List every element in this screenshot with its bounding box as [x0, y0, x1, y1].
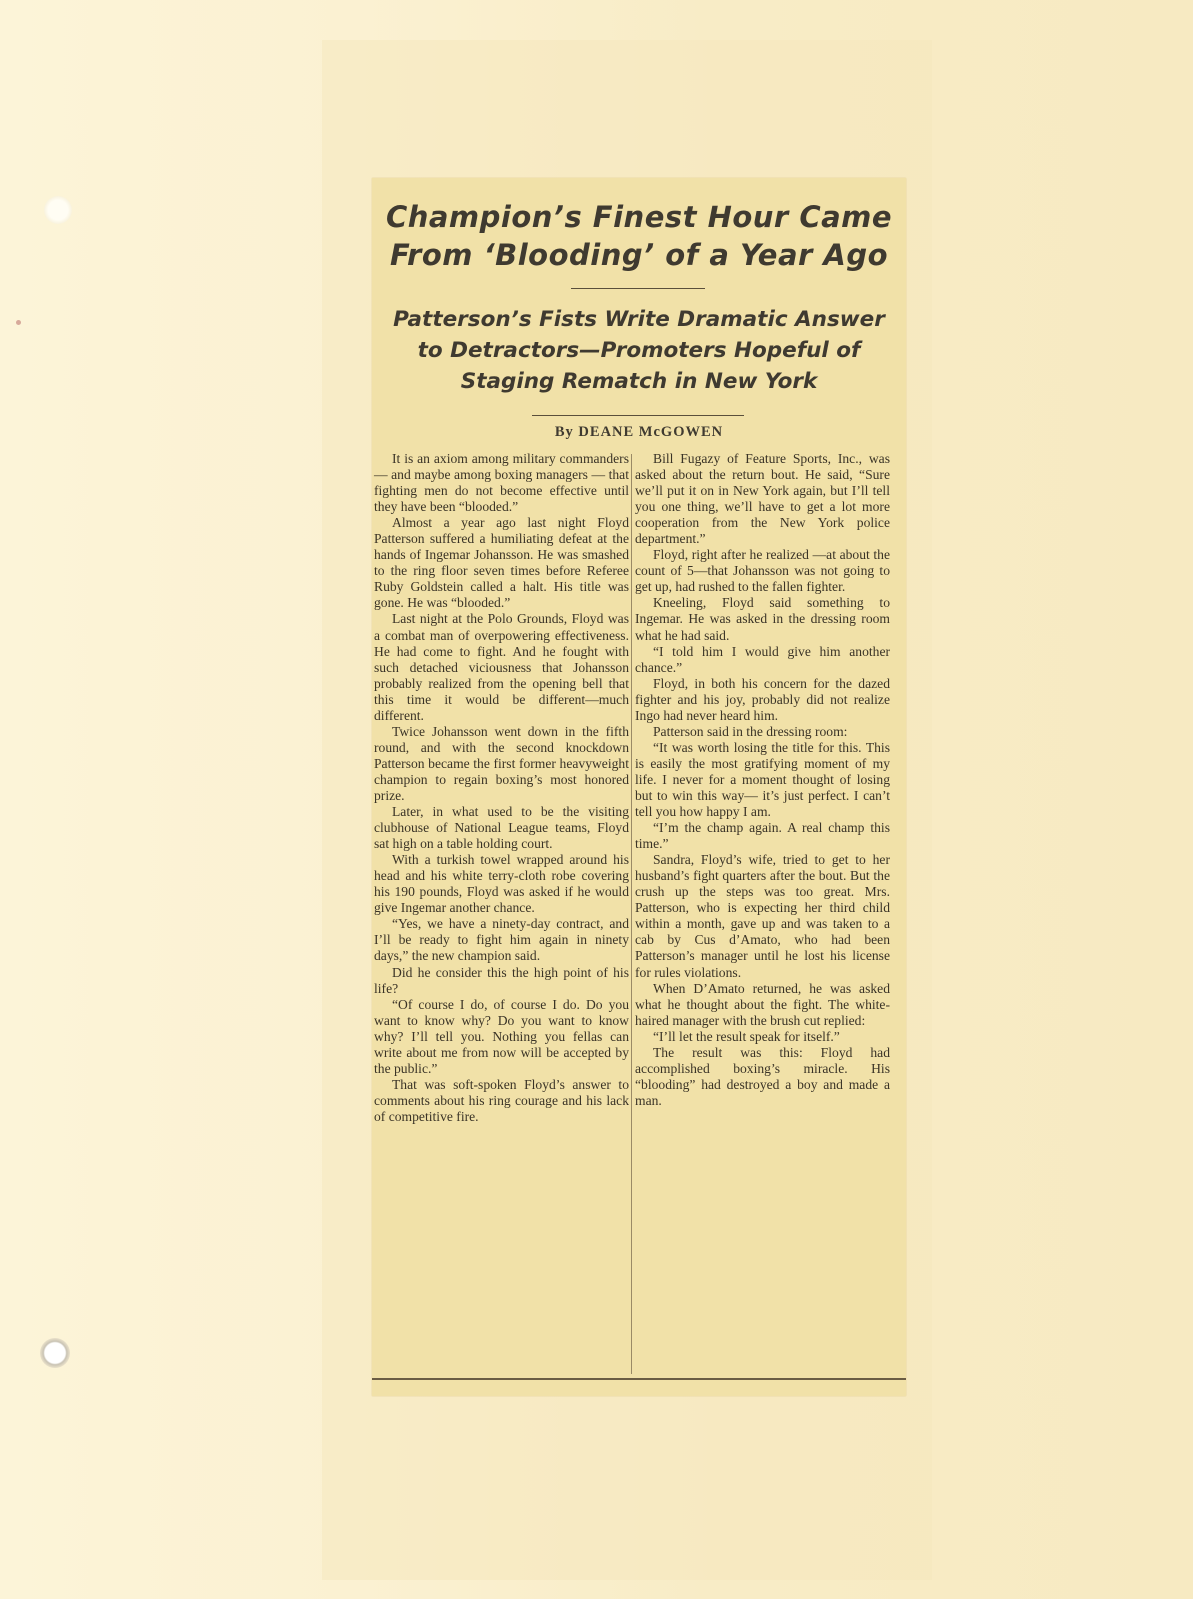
paragraph: That was soft-spoken Floyd’s answer to comments about his ring courage and his lack of competitive fire.	[374, 1076, 629, 1124]
paper-stain	[16, 320, 21, 325]
right-column	[635, 451, 890, 1109]
subhead-line-3: Staging Rematch in New York	[460, 369, 818, 394]
paragraph: “I told him I would give him another chance.”	[635, 643, 890, 675]
paragraph: Patterson said in the dressing room:	[653, 723, 848, 739]
paragraph: Floyd, in both his concern for the dazed fighter and his joy, probably did not realize Ingo had never heard him.	[635, 675, 890, 723]
paragraph: “It was worth losing the title for this. This is easily the most gratifying moment of my life. I never for a moment thought of losing but to win this way— it’s just perfect. I can’t tell you how happy I am.	[635, 739, 890, 820]
subheadline	[372, 304, 906, 397]
paragraph: Bill Fugazy of Feature Sports, Inc., was asked about the return bout. He said, “Sure we’ll put it on in New York again, but I’ll tell you one thing, we’ll have to get a lot more cooperation from the New York police department.”	[635, 451, 890, 547]
paragraph: Almost a year ago last night Floyd Patterson suffered a humiliating defeat at the hands of Ingemar Johansson. He was smashed to the ring floor seven times before Referee Ruby Goldstein called a halt. His title was gone. He was “blooded.”	[374, 515, 629, 611]
paragraph: “I’ll let the result speak for itself.”	[653, 1028, 840, 1044]
paragraph: When D’Amato returned, he was asked what he thought about the fight. The white-haired manager with the brush cut replied:	[635, 980, 890, 1028]
paragraph: “Of course I do, of course I do. Do you want to know why? Do you want to know why? I’ll tell you. Nothing you fellas can write about me from now will be accepted by the public.”	[374, 996, 629, 1076]
paragraph: Floyd, right after he realized —at about the count of 5—that Johansson was not going to get up, had rushed to the fallen fighter.	[635, 547, 890, 595]
paragraph: With a turkish towel wrapped around his head and his white terry-cloth robe covering his 190 pounds, Floyd was asked if he would give Ingemar another chance.	[374, 852, 629, 916]
bottom-rule	[372, 1378, 906, 1380]
subhead-line-2: to Detractors—Promoters Hopeful of	[417, 338, 861, 363]
paragraph: Sandra, Floyd’s wife, tried to get to her husband’s fight quarters after the bout. But the crush up the steps was too great. Mrs. Patterson, who is expecting her third child within a month, gave up and was taken to a cab by Cus d’Amato, who had been Patterson’s manager until he lost his license for rules violations.	[635, 852, 890, 980]
paragraph: Kneeling, Floyd said something to Ingemar. He was asked in the dressing room what he had said.	[635, 595, 890, 643]
headline-line-1: Champion’s Finest Hour Came	[385, 200, 893, 234]
binder-hole-top	[44, 196, 72, 224]
left-column	[374, 451, 629, 1125]
newspaper-clipping	[372, 178, 906, 1396]
paragraph: Later, in what used to be the visiting clubhouse of National League teams, Floyd sat high on a table holding court.	[374, 804, 629, 852]
headline-divider	[571, 288, 705, 289]
paragraph: Did he consider this the high point of his life?	[374, 964, 629, 996]
paragraph: Last night at the Polo Grounds, Floyd was a combat man of overpowering effectiveness. He had come to fight. And he fought with such detached viciousness that Johansson probably realized from the opening bell that this time it would be different—much different.	[374, 611, 629, 723]
headline-line-2: From ‘Blooding’ of a Year Ago	[389, 238, 889, 272]
column-divider	[631, 454, 632, 1374]
subhead-divider	[532, 415, 744, 416]
paragraph: “Yes, we have a ninety-day contract, and I’ll be ready to fight him again in ninety days,” the new champion said.	[374, 916, 629, 964]
paragraph: The result was this: Floyd had accomplished boxing’s miracle. His “blooding” had destroyed a boy and made a man.	[635, 1044, 890, 1108]
paragraph: It is an axiom among military commanders — and maybe among boxing managers — that fighting men do not become effective until they have been “blooded.”	[374, 451, 629, 515]
paragraph: Twice Johansson went down in the fifth round, and with the second knockdown Patterson became the first former heavyweight champion to regain boxing’s most honored prize.	[374, 723, 629, 803]
subhead-line-1: Patterson’s Fists Write Dramatic Answer	[393, 307, 885, 332]
binder-hole-bottom	[40, 1338, 70, 1368]
headline	[372, 198, 906, 274]
byline: By DEANE McGOWEN	[554, 424, 724, 440]
paragraph: “I’m the champ again. A real champ this time.”	[635, 820, 890, 852]
